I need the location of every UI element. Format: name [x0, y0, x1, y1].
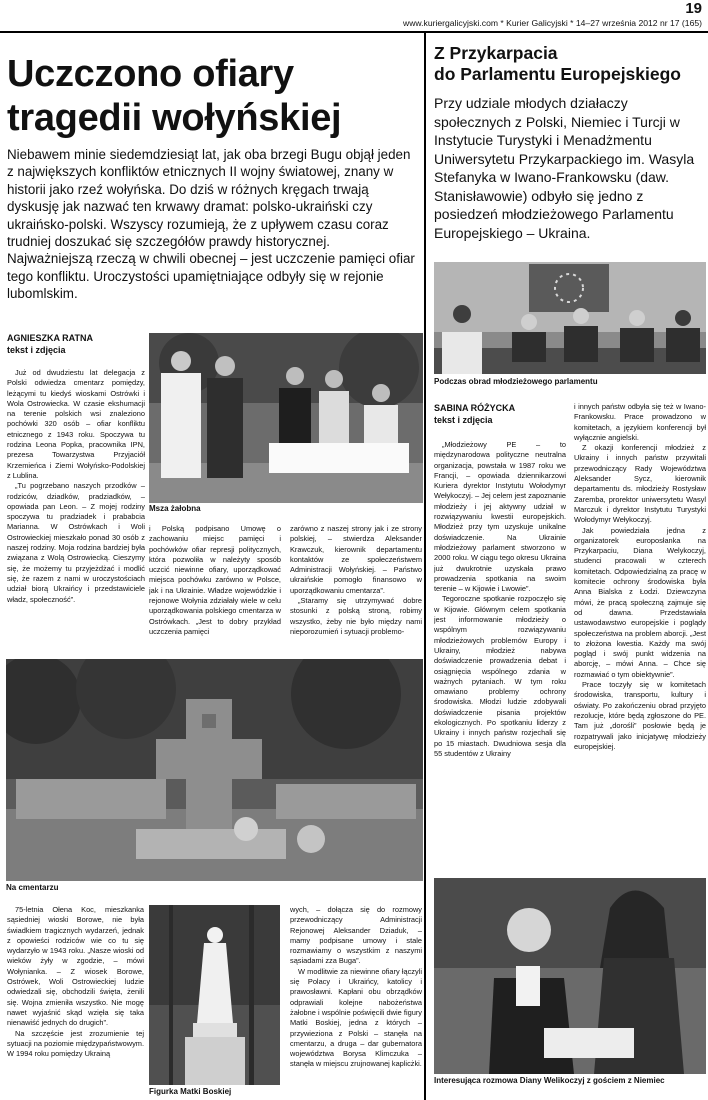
text-column-4: 75-letnia Ołena Koc, mieszkanka sąsiedniej wioski Borowe, nie była świadkiem tragicznych wydarzeń, jednak z opowieści rodziców wie co tu się wydarzyło w 1943 roku. „Nasze wioski od wieków żyły w zgodzie, – mówi Wołynianka. – Z wiosek Borowe, Ostrówek, Woli Ostrowieckiej ludzie odwiedzali się, obchodzili święta, żenili się. Wojna zmieniła wszystko. Nie mogę nawet wyjaśnić skąd wzięła się taka nienawiść jednych do drugich”. Na szczęście jest zrozumienie tej sytuacji na poziomie międzypaństwowym. W 1994 roku pomiędzy Ukrainą — [7, 905, 144, 1059]
right-text-column-1: „Młodzieżowy PE – to międzynarodowa polityczne neutralna organizacja, powstała w 1987 roku we Francji, – opowiada dziennikarzowi Kuriera dyrektor Instytutu Wołodymyr Wełykoczyj. – Jej celem jest zapoznanie młodzieży i jej aktywny udział w rozwiązywaniu kwestii europejskich. Młodzież przy tym uzyskuje unikalne doświadczenie. Na Ukrainie młodzieżowy parlament stworzono w 2000 roku. W ciągu tego okresu Ukraina już dwukrotnie uzyskała prawo prowadzenia spotkania na swoim terenie – w Kijowie i Lwowie”. Tegoroczne spotkanie rozpoczęło się w Kijowie. Głównym celem spotkania jest informowanie młodzieży o wspólnym rozwiązywaniu młodzieżowych problemów Europy i Ukrainy, młodzież nabywa doświadczenie prowadzenia debat i osiągnięcia wspólnego zdania w ważnych pytaniach. W tym roku omawiano problemy ochrony środowiska. Młodzi ludzie zdobywali doświadczenie pisania projektów ekologicznych. Po spotkaniu liderzy z Ukrainy i innych państw rozjechali się po 15 miastach. Dwudniowa sesja dla 55 studentów z Ukrainy — [434, 440, 566, 758]
right-article-lead: Przy udziale młodych działaczy społecznych z Polski, Niemiec i Turcji w Instytucie Turystyki i Menadżmentu Uniwersytetu Przykarpackiego im. Wasyla Stefanyka w Iwano-Frankowsku (daw. Stanisławowie) odbyło się jedno z posiedzeń młodzieżowego Parlamentu Europejskiego – Ukraina. — [434, 95, 695, 241]
caption-parliament: Podczas obrad młodzieżowego parlamentu — [434, 377, 598, 386]
header-rule — [0, 31, 708, 33]
photo-mass — [149, 333, 423, 503]
right-article-title: Z Przykarpacia do Parlamentu Europejskiego — [434, 43, 681, 84]
right-text-column-2: i innych państw odbyła się też w Iwano-Frankowsku. Prace prowadzono w komitetach, a językiem konferencji był wyłącznie angielski. Z okazji konferencji młodzież z Ukrainy i innych państw przywitali przewodniczący Rady Województwa Aleksander Sycz, kierownik departamentu ds. młodzieży Rostysław Zaremba, prorektor uniwersytetu Wasyl Marczuk i dyrektor Instytutu Turystyki Wołodymyr Wełykoczyj. Jak powiedziała jedna z organizatorek europosłanka na Przykarpaciu, Diana Welykoczyj, studenci pracowali w czterech komitetach. Odpowiedzialną za pracę w komitecie ochrony środowiska była Anna Bialska z Łodzi. Dziewczyna mówi, że pracą społeczną zajmuje się od dawna. Przedstawiała ustawodawstwo europejskie i poglądy społeczeństwa na problem aborcji. „Jest to złożona kwestia. Każdy ma swój pogląd i swój punkt widzenia na aborcję, – mówi Anna. – Chce się rozmawiać o tym obiektywnie”. Prace toczyły się w komitetach środowiska, transportu, kultury i oświaty. Po zakończeniu obrad przyjęto rezolucje, które będą zgłoszone do PE. Tam już „dorośli” posłowie będą je rozpatrywali jako inicjatywę młodzieży europejskiej. — [574, 402, 706, 751]
article-lead: Niebawem minie siedemdziesiąt lat, jak oba brzegi Bugu objął jeden z największych konfliktów etnicznych II wojny światowej, znany w historii jako rzeź wołyńska. Do dziś w różnych kręgach trwają dyskusję jak nazwać ten krwawy dramat: polsko-ukraiński czy ukraińsko-polski. Wszyscy rozumieją, że z upływem czasu coraz trudniej doszukać się szczegółów prawdy historycznej. Najważniejszą rzeczą w chwili obecnej – jest uczczenie pamięci ofiar tego konfliktu. Uroczystości upamiętniające odbyły się w rejonie lubomlskim. — [7, 147, 415, 302]
text-column-1: Już od dwudziestu lat delegacja z Polski odwiedza cmentarz pomiędzy, leżącymi tu kiedyś wioskami Ostrówki i Wola Ostrowiecka. W czasie ekshumacji na terenie polskich wsi znaleziono pochówki 320 osób – ofiar konfliktu etnicznego z 1943 roku. Spoczywa tu rodzina Leona Popka, pracownika IPN, prezesa Towarzystwa Przyjaciół Krzemieńca i Ziemi Wołyńsko-Podolskiej z Lublina. „Tu pogrzebano naszych przodków – rodziców, dziadków, pradziadków, – opowiada pan Leon. – Z mojej rodziny spoczywa tu pradziadek i prababcia Marianna. W Ostrówkach i Woli Ostrowieckiej mieszkało ponad 30 osób z naszej rodziny. Moja rodzina bardziej była związana z Wolą Ostrowiecką. Cieszymy się, że możemy tu przyjeżdżać i modlić się, że razem z nami w uroczystościach udział biorą Ukraińcy i przedstawiciele władz, społeczność”. — [7, 368, 145, 604]
text-column-3: zarówno z naszej strony jak i ze strony polskiej, – stwierdza Aleksander Krawczuk, kierownik departamentu kontaktów ze społeczeństwem Administracji Wołyńskiej. – Państwo ukraińskie pomogło finansowo w uporządkowaniu cmentarza”. „Staramy się utrzymywać dobre stosunki z polską stroną, robimy wszystko, żeby nie było między nami nieporozumień i sytuacji problemo- — [290, 524, 422, 636]
photo-conversation — [434, 878, 706, 1074]
article-title: Uczczono ofiary tragedii wołyńskiej — [7, 53, 342, 139]
column-divider — [424, 31, 426, 1100]
photo-cemetery — [6, 659, 423, 881]
right-author-byline: SABINA RÓŻYCKA tekst i zdjęcia — [434, 403, 516, 425]
masthead-line: www.kuriergalicyjski.com * Kurier Galicyjski * 14–27 września 2012 nr 17 (165) — [403, 18, 702, 28]
caption-mass: Msza żałobna — [149, 504, 201, 513]
caption-cemetery: Na cmentarzu — [6, 883, 59, 892]
caption-figure: Figurka Matki Boskiej — [149, 1087, 232, 1096]
text-column-5: wych, – dołącza się do rozmowy przewodniczący Administracji Rejonowej Aleksander Dziaduk, – mamy podpisane umowy i stale rozmawiamy o wszystkim z naszymi sąsiadami zza Buga”. W modlitwie za niewinne ofiary łączyli się Polacy i Ukraińcy, katolicy i prawosławni. Kapłani obu obrządków odprawiali kolejne nabożeństwa żałobne i wspólnie poświęcili dwie figury Matki Boskiej, jedna z których – przywieziona z Polski – stanęła na cmentarzu, a druga – dar gubernatora województwa Borysa Klimczuka – stanęła w miejscu zrujnowanej kaplicżki. — [290, 905, 422, 1069]
photo-parliament — [434, 262, 706, 374]
author-byline: AGNIESZKA RATNA tekst i zdjęcia — [7, 333, 93, 355]
page-number: 19 — [685, 0, 702, 17]
text-column-2: i Polską podpisano Umowę o zachowaniu miejsc pamięci i pochówków ofiar represji politycznych, która pozwoliła w należyty sposób uczcić niewinne ofiary, uporządkować miejsca pochówku zarówno w Polsce, jak i na Ukrainie. Władze wojewódzkie i rejonowe Wołynia zdziałały wiele w celu uporządkowania polskiego cmentarza w Ostrówkach. „Jest to dobry przykład uczczenia pamięci — [149, 524, 281, 636]
caption-conversation: Interesująca rozmowa Diany Welikoczyj z gościem z Niemiec — [434, 1076, 706, 1086]
photo-madonna-figure — [149, 905, 280, 1085]
